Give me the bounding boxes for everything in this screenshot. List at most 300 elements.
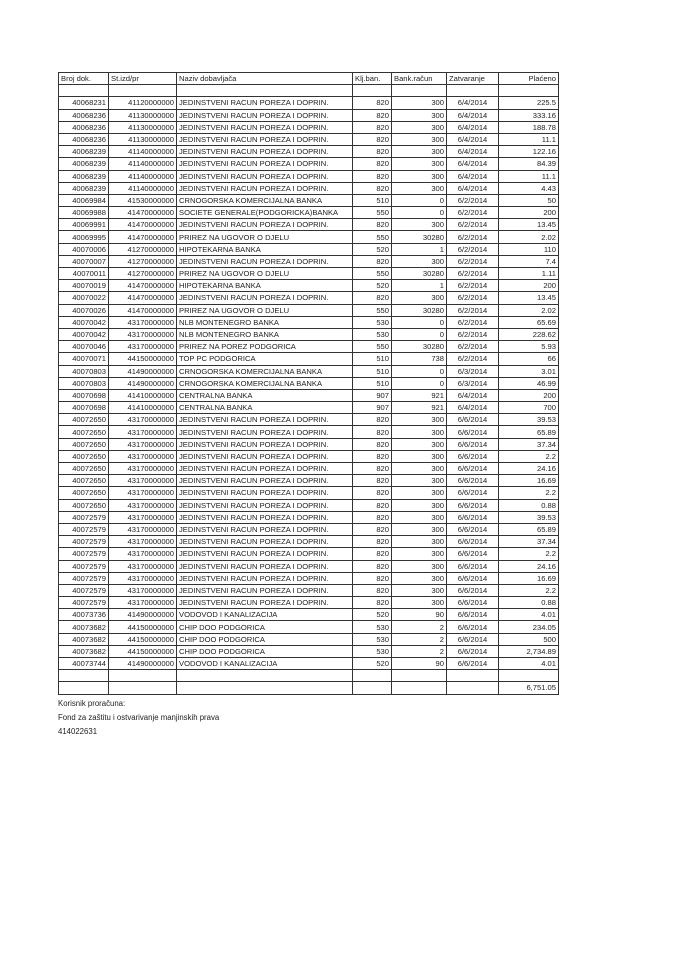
cell-klj-ban: 820: [353, 572, 392, 584]
cell-naziv-dobavljaca: JEDINSTVENI RACUN POREZA I DOPRIN.: [177, 146, 353, 158]
cell-broj-dok: 40073682: [59, 633, 109, 645]
cell-klj-ban: 550: [353, 268, 392, 280]
cell-broj-dok: 40070006: [59, 243, 109, 255]
cell-bank-racun: 300: [392, 292, 447, 304]
empty-cell: [177, 670, 353, 682]
table-row: [59, 304, 559, 316]
cell-broj-dok: 40070011: [59, 268, 109, 280]
cell-klj-ban: 820: [353, 475, 392, 487]
table-row: [59, 158, 559, 170]
cell-st-izd-pr: 41140000000: [109, 182, 177, 194]
table-row: [59, 170, 559, 182]
table-row: [59, 475, 559, 487]
cell-klj-ban: 820: [353, 523, 392, 535]
header-klj-ban: Klj.ban.: [353, 73, 392, 85]
cell-placeno: 66: [499, 353, 559, 365]
cell-broj-dok: 40072650: [59, 426, 109, 438]
cell-bank-racun: 300: [392, 414, 447, 426]
table-row: [59, 133, 559, 145]
cell-broj-dok: 40070022: [59, 292, 109, 304]
cell-bank-racun: 300: [392, 255, 447, 267]
cell-bank-racun: 300: [392, 438, 447, 450]
cell-st-izd-pr: 43170000000: [109, 523, 177, 535]
cell-zatvaranje: 6/6/2014: [447, 414, 499, 426]
header-broj-dok: Broj dok.: [59, 73, 109, 85]
cell-klj-ban: 820: [353, 219, 392, 231]
cell-placeno: 2.2: [499, 548, 559, 560]
cell-placeno: 37.34: [499, 438, 559, 450]
table-row: [59, 109, 559, 121]
cell-naziv-dobavljaca: CHIP DOO PODGORICA: [177, 633, 353, 645]
cell-placeno: 16.69: [499, 475, 559, 487]
empty-cell: [59, 85, 109, 97]
cell-bank-racun: 300: [392, 463, 447, 475]
cell-naziv-dobavljaca: HIPOTEKARNA BANKA: [177, 243, 353, 255]
cell-naziv-dobavljaca: CENTRALNA BANKA: [177, 389, 353, 401]
cell-bank-racun: 300: [392, 426, 447, 438]
cell-bank-racun: 300: [392, 121, 447, 133]
cell-klj-ban: 820: [353, 158, 392, 170]
cell-zatvaranje: 6/2/2014: [447, 304, 499, 316]
cell-klj-ban: 820: [353, 487, 392, 499]
cell-zatvaranje: 6/4/2014: [447, 158, 499, 170]
spacer-row: [59, 85, 559, 97]
cell-placeno: 5.93: [499, 341, 559, 353]
table-row: [59, 463, 559, 475]
cell-st-izd-pr: 41490000000: [109, 658, 177, 670]
cell-broj-dok: 40070698: [59, 402, 109, 414]
cell-placeno: 65.89: [499, 426, 559, 438]
footer-organization: Fond za zaštitu i ostvarivanje manjinskih prava: [58, 713, 220, 722]
cell-bank-racun: 300: [392, 560, 447, 572]
cell-naziv-dobavljaca: VODOVOD I KANALIZACIJA: [177, 609, 353, 621]
empty-cell: [177, 85, 353, 97]
cell-placeno: 200: [499, 389, 559, 401]
cell-st-izd-pr: 41410000000: [109, 389, 177, 401]
cell-zatvaranje: 6/4/2014: [447, 97, 499, 109]
cell-zatvaranje: 6/4/2014: [447, 146, 499, 158]
cell-broj-dok: 40070803: [59, 365, 109, 377]
cell-bank-racun: 30280: [392, 304, 447, 316]
cell-st-izd-pr: 43170000000: [109, 438, 177, 450]
cell-naziv-dobavljaca: CENTRALNA BANKA: [177, 402, 353, 414]
cell-zatvaranje: 6/4/2014: [447, 402, 499, 414]
cell-klj-ban: 820: [353, 426, 392, 438]
cell-naziv-dobavljaca: JEDINSTVENI RACUN POREZA I DOPRIN.: [177, 463, 353, 475]
empty-cell: [499, 85, 559, 97]
cell-klj-ban: 820: [353, 560, 392, 572]
cell-zatvaranje: 6/2/2014: [447, 292, 499, 304]
cell-bank-racun: 300: [392, 146, 447, 158]
cell-zatvaranje: 6/6/2014: [447, 548, 499, 560]
table-row: [59, 523, 559, 535]
empty-cell: [392, 682, 447, 694]
cell-placeno: 500: [499, 633, 559, 645]
cell-zatvaranje: 6/6/2014: [447, 597, 499, 609]
cell-st-izd-pr: 43170000000: [109, 426, 177, 438]
cell-broj-dok: 40072579: [59, 572, 109, 584]
table-row: [59, 402, 559, 414]
empty-cell: [447, 85, 499, 97]
cell-klj-ban: 820: [353, 536, 392, 548]
cell-bank-racun: 300: [392, 548, 447, 560]
header-placeno: Plaćeno: [499, 73, 559, 85]
cell-placeno: 2,734.89: [499, 645, 559, 657]
empty-cell: [109, 670, 177, 682]
cell-bank-racun: 738: [392, 353, 447, 365]
cell-zatvaranje: 6/2/2014: [447, 255, 499, 267]
cell-st-izd-pr: 44150000000: [109, 633, 177, 645]
cell-klj-ban: 820: [353, 584, 392, 596]
cell-broj-dok: 40068239: [59, 170, 109, 182]
cell-bank-racun: 300: [392, 182, 447, 194]
cell-placeno: 3.01: [499, 365, 559, 377]
cell-naziv-dobavljaca: JEDINSTVENI RACUN POREZA I DOPRIN.: [177, 219, 353, 231]
empty-cell: [447, 670, 499, 682]
cell-klj-ban: 530: [353, 328, 392, 340]
table-header-row: [59, 73, 559, 85]
cell-naziv-dobavljaca: JEDINSTVENI RACUN POREZA I DOPRIN.: [177, 158, 353, 170]
cell-st-izd-pr: 43170000000: [109, 328, 177, 340]
cell-klj-ban: 520: [353, 243, 392, 255]
cell-placeno: 2.2: [499, 487, 559, 499]
cell-st-izd-pr: 41470000000: [109, 280, 177, 292]
cell-broj-dok: 40073744: [59, 658, 109, 670]
cell-bank-racun: 921: [392, 389, 447, 401]
total-placeno: 6,751.05: [499, 682, 559, 694]
cell-bank-racun: 300: [392, 572, 447, 584]
cell-bank-racun: 0: [392, 365, 447, 377]
cell-naziv-dobavljaca: JEDINSTVENI RACUN POREZA I DOPRIN.: [177, 572, 353, 584]
cell-klj-ban: 820: [353, 146, 392, 158]
cell-zatvaranje: 6/6/2014: [447, 536, 499, 548]
cell-naziv-dobavljaca: JEDINSTVENI RACUN POREZA I DOPRIN.: [177, 523, 353, 535]
cell-bank-racun: 0: [392, 328, 447, 340]
cell-naziv-dobavljaca: CHIP DOO PODGORICA: [177, 645, 353, 657]
cell-st-izd-pr: 43170000000: [109, 584, 177, 596]
cell-broj-dok: 40068236: [59, 121, 109, 133]
table-row: [59, 450, 559, 462]
cell-naziv-dobavljaca: JEDINSTVENI RACUN POREZA I DOPRIN.: [177, 109, 353, 121]
cell-broj-dok: 40068239: [59, 158, 109, 170]
cell-st-izd-pr: 43170000000: [109, 560, 177, 572]
cell-placeno: 110: [499, 243, 559, 255]
cell-klj-ban: 820: [353, 511, 392, 523]
cell-naziv-dobavljaca: TOP PC PODGORICA: [177, 353, 353, 365]
cell-naziv-dobavljaca: CHIP DOO PODGORICA: [177, 621, 353, 633]
table-row: [59, 633, 559, 645]
cell-broj-dok: 40068231: [59, 97, 109, 109]
cell-zatvaranje: 6/6/2014: [447, 609, 499, 621]
cell-placeno: 13.45: [499, 292, 559, 304]
cell-broj-dok: 40073682: [59, 645, 109, 657]
cell-broj-dok: 40073736: [59, 609, 109, 621]
cell-zatvaranje: 6/3/2014: [447, 377, 499, 389]
cell-klj-ban: 907: [353, 389, 392, 401]
cell-klj-ban: 550: [353, 304, 392, 316]
cell-naziv-dobavljaca: JEDINSTVENI RACUN POREZA I DOPRIN.: [177, 560, 353, 572]
cell-st-izd-pr: 43170000000: [109, 341, 177, 353]
cell-klj-ban: 520: [353, 280, 392, 292]
cell-naziv-dobavljaca: PRIREZ NA UGOVOR O DJELU: [177, 304, 353, 316]
cell-st-izd-pr: 41270000000: [109, 268, 177, 280]
cell-naziv-dobavljaca: CRNOGORSKA KOMERCIJALNA BANKA: [177, 377, 353, 389]
cell-placeno: 24.16: [499, 463, 559, 475]
cell-bank-racun: 300: [392, 511, 447, 523]
cell-zatvaranje: 6/6/2014: [447, 463, 499, 475]
cell-naziv-dobavljaca: JEDINSTVENI RACUN POREZA I DOPRIN.: [177, 414, 353, 426]
cell-klj-ban: 510: [353, 377, 392, 389]
cell-zatvaranje: 6/4/2014: [447, 182, 499, 194]
cell-naziv-dobavljaca: NLB MONTENEGRO BANKA: [177, 316, 353, 328]
table-row: [59, 268, 559, 280]
cell-st-izd-pr: 43170000000: [109, 487, 177, 499]
cell-placeno: 16.69: [499, 572, 559, 584]
table-row: [59, 438, 559, 450]
cell-st-izd-pr: 41470000000: [109, 219, 177, 231]
table-row: [59, 645, 559, 657]
cell-zatvaranje: 6/6/2014: [447, 450, 499, 462]
cell-st-izd-pr: 41270000000: [109, 255, 177, 267]
cell-klj-ban: 510: [353, 194, 392, 206]
cell-st-izd-pr: 44150000000: [109, 621, 177, 633]
cell-naziv-dobavljaca: SOCIETE GENERALE(PODGORICKA)BANKA: [177, 207, 353, 219]
cell-naziv-dobavljaca: JEDINSTVENI RACUN POREZA I DOPRIN.: [177, 450, 353, 462]
cell-placeno: 700: [499, 402, 559, 414]
empty-cell: [392, 670, 447, 682]
total-row: [59, 682, 559, 694]
cell-placeno: 2.2: [499, 450, 559, 462]
cell-klj-ban: 550: [353, 207, 392, 219]
table-row: [59, 341, 559, 353]
cell-zatvaranje: 6/6/2014: [447, 523, 499, 535]
cell-klj-ban: 530: [353, 621, 392, 633]
cell-st-izd-pr: 43170000000: [109, 450, 177, 462]
cell-st-izd-pr: 43170000000: [109, 548, 177, 560]
cell-naziv-dobavljaca: HIPOTEKARNA BANKA: [177, 280, 353, 292]
footer-id: 414022631: [58, 727, 98, 736]
table-row: [59, 584, 559, 596]
table-row: [59, 194, 559, 206]
cell-st-izd-pr: 43170000000: [109, 597, 177, 609]
cell-klj-ban: 820: [353, 121, 392, 133]
cell-broj-dok: 40072579: [59, 560, 109, 572]
cell-bank-racun: 2: [392, 633, 447, 645]
table-row: [59, 536, 559, 548]
table-row: [59, 182, 559, 194]
cell-naziv-dobavljaca: CRNOGORSKA KOMERCIJALNA BANKA: [177, 365, 353, 377]
cell-placeno: 11.1: [499, 133, 559, 145]
cell-bank-racun: 0: [392, 207, 447, 219]
cell-broj-dok: 40070042: [59, 316, 109, 328]
cell-broj-dok: 40070007: [59, 255, 109, 267]
cell-zatvaranje: 6/2/2014: [447, 219, 499, 231]
cell-bank-racun: 300: [392, 170, 447, 182]
cell-broj-dok: 40070071: [59, 353, 109, 365]
cell-st-izd-pr: 41470000000: [109, 207, 177, 219]
cell-naziv-dobavljaca: VODOVOD I KANALIZACIJA: [177, 658, 353, 670]
header-st-izd-pr: St.izd/pr: [109, 73, 177, 85]
table-row: [59, 426, 559, 438]
cell-naziv-dobavljaca: JEDINSTVENI RACUN POREZA I DOPRIN.: [177, 182, 353, 194]
cell-placeno: 4.43: [499, 182, 559, 194]
cell-naziv-dobavljaca: JEDINSTVENI RACUN POREZA I DOPRIN.: [177, 548, 353, 560]
cell-naziv-dobavljaca: PRIREZ NA UGOVOR O DJELU: [177, 268, 353, 280]
cell-bank-racun: 0: [392, 377, 447, 389]
empty-cell: [109, 682, 177, 694]
cell-placeno: 2.2: [499, 584, 559, 596]
table-row: [59, 572, 559, 584]
cell-klj-ban: 820: [353, 133, 392, 145]
empty-cell: [59, 670, 109, 682]
cell-st-izd-pr: 41120000000: [109, 97, 177, 109]
cell-naziv-dobavljaca: JEDINSTVENI RACUN POREZA I DOPRIN.: [177, 475, 353, 487]
table-row: [59, 621, 559, 633]
cell-klj-ban: 820: [353, 292, 392, 304]
cell-naziv-dobavljaca: PRIREZ NA UGOVOR O DJELU: [177, 231, 353, 243]
cell-klj-ban: 820: [353, 182, 392, 194]
cell-naziv-dobavljaca: JEDINSTVENI RACUN POREZA I DOPRIN.: [177, 292, 353, 304]
cell-naziv-dobavljaca: CRNOGORSKA KOMERCIJALNA BANKA: [177, 194, 353, 206]
cell-st-izd-pr: 41130000000: [109, 109, 177, 121]
cell-zatvaranje: 6/4/2014: [447, 109, 499, 121]
cell-st-izd-pr: 41140000000: [109, 146, 177, 158]
cell-klj-ban: 820: [353, 499, 392, 511]
cell-naziv-dobavljaca: JEDINSTVENI RACUN POREZA I DOPRIN.: [177, 597, 353, 609]
cell-placeno: 2.02: [499, 231, 559, 243]
cell-broj-dok: 40069995: [59, 231, 109, 243]
cell-broj-dok: 40072650: [59, 450, 109, 462]
cell-klj-ban: 520: [353, 609, 392, 621]
cell-placeno: 24.16: [499, 560, 559, 572]
table-row: [59, 499, 559, 511]
cell-broj-dok: 40073682: [59, 621, 109, 633]
cell-klj-ban: 820: [353, 463, 392, 475]
cell-bank-racun: 2: [392, 645, 447, 657]
cell-placeno: 2.02: [499, 304, 559, 316]
cell-broj-dok: 40070698: [59, 389, 109, 401]
cell-broj-dok: 40072650: [59, 414, 109, 426]
cell-broj-dok: 40072579: [59, 511, 109, 523]
cell-zatvaranje: 6/6/2014: [447, 658, 499, 670]
cell-st-izd-pr: 41140000000: [109, 158, 177, 170]
cell-placeno: 50: [499, 194, 559, 206]
cell-zatvaranje: 6/2/2014: [447, 328, 499, 340]
cell-bank-racun: 90: [392, 609, 447, 621]
cell-naziv-dobavljaca: JEDINSTVENI RACUN POREZA I DOPRIN.: [177, 511, 353, 523]
table-row: [59, 548, 559, 560]
cell-klj-ban: 820: [353, 548, 392, 560]
cell-zatvaranje: 6/6/2014: [447, 645, 499, 657]
cell-placeno: 46.99: [499, 377, 559, 389]
cell-st-izd-pr: 43170000000: [109, 572, 177, 584]
cell-placeno: 1.11: [499, 268, 559, 280]
cell-broj-dok: 40068236: [59, 133, 109, 145]
cell-placeno: 11.1: [499, 170, 559, 182]
table-row: [59, 292, 559, 304]
cell-zatvaranje: 6/6/2014: [447, 560, 499, 572]
cell-placeno: 84.39: [499, 158, 559, 170]
cell-klj-ban: 530: [353, 645, 392, 657]
cell-zatvaranje: 6/2/2014: [447, 268, 499, 280]
cell-zatvaranje: 6/6/2014: [447, 633, 499, 645]
cell-klj-ban: 530: [353, 633, 392, 645]
cell-klj-ban: 820: [353, 170, 392, 182]
cell-zatvaranje: 6/6/2014: [447, 426, 499, 438]
cell-zatvaranje: 6/4/2014: [447, 133, 499, 145]
cell-placeno: 37.34: [499, 536, 559, 548]
cell-klj-ban: 820: [353, 450, 392, 462]
cell-bank-racun: 30280: [392, 231, 447, 243]
cell-placeno: 7.4: [499, 255, 559, 267]
table-row: [59, 511, 559, 523]
cell-naziv-dobavljaca: JEDINSTVENI RACUN POREZA I DOPRIN.: [177, 499, 353, 511]
cell-klj-ban: 520: [353, 658, 392, 670]
cell-zatvaranje: 6/2/2014: [447, 243, 499, 255]
cell-placeno: 333.16: [499, 109, 559, 121]
cell-naziv-dobavljaca: JEDINSTVENI RACUN POREZA I DOPRIN.: [177, 255, 353, 267]
header-zatvaranje: Zatvaranje: [447, 73, 499, 85]
cell-zatvaranje: 6/3/2014: [447, 365, 499, 377]
cell-placeno: 225.5: [499, 97, 559, 109]
table-row: [59, 146, 559, 158]
table-row: [59, 560, 559, 572]
table-row: [59, 414, 559, 426]
table-row: [59, 365, 559, 377]
cell-st-izd-pr: 43170000000: [109, 414, 177, 426]
cell-klj-ban: 820: [353, 255, 392, 267]
cell-placeno: 200: [499, 207, 559, 219]
cell-st-izd-pr: 41470000000: [109, 304, 177, 316]
cell-naziv-dobavljaca: JEDINSTVENI RACUN POREZA I DOPRIN.: [177, 426, 353, 438]
cell-naziv-dobavljaca: JEDINSTVENI RACUN POREZA I DOPRIN.: [177, 487, 353, 499]
table-body: [59, 85, 559, 694]
cell-zatvaranje: 6/4/2014: [447, 121, 499, 133]
cell-st-izd-pr: 41470000000: [109, 231, 177, 243]
table-row: [59, 231, 559, 243]
cell-broj-dok: 40069991: [59, 219, 109, 231]
cell-bank-racun: 300: [392, 475, 447, 487]
empty-cell: [447, 682, 499, 694]
table-row: [59, 487, 559, 499]
footer-label: Korisnik proračuna:: [58, 699, 126, 708]
cell-klj-ban: 820: [353, 438, 392, 450]
cell-naziv-dobavljaca: JEDINSTVENI RACUN POREZA I DOPRIN.: [177, 584, 353, 596]
cell-klj-ban: 907: [353, 402, 392, 414]
cell-st-izd-pr: 43170000000: [109, 316, 177, 328]
cell-st-izd-pr: 41130000000: [109, 133, 177, 145]
cell-placeno: 0.88: [499, 597, 559, 609]
cell-placeno: 122.16: [499, 146, 559, 158]
cell-placeno: 188.78: [499, 121, 559, 133]
cell-placeno: 228.62: [499, 328, 559, 340]
cell-bank-racun: 1: [392, 243, 447, 255]
cell-bank-racun: 300: [392, 523, 447, 535]
cell-placeno: 4.01: [499, 609, 559, 621]
cell-bank-racun: 300: [392, 487, 447, 499]
header-bank-racun: Bank.račun: [392, 73, 447, 85]
cell-bank-racun: 300: [392, 158, 447, 170]
cell-st-izd-pr: 43170000000: [109, 536, 177, 548]
cell-zatvaranje: 6/2/2014: [447, 341, 499, 353]
cell-naziv-dobavljaca: JEDINSTVENI RACUN POREZA I DOPRIN.: [177, 170, 353, 182]
cell-naziv-dobavljaca: JEDINSTVENI RACUN POREZA I DOPRIN.: [177, 438, 353, 450]
cell-broj-dok: 40072579: [59, 536, 109, 548]
cell-broj-dok: 40069988: [59, 207, 109, 219]
cell-st-izd-pr: 41470000000: [109, 292, 177, 304]
table-row: [59, 255, 559, 267]
table-row: [59, 280, 559, 292]
